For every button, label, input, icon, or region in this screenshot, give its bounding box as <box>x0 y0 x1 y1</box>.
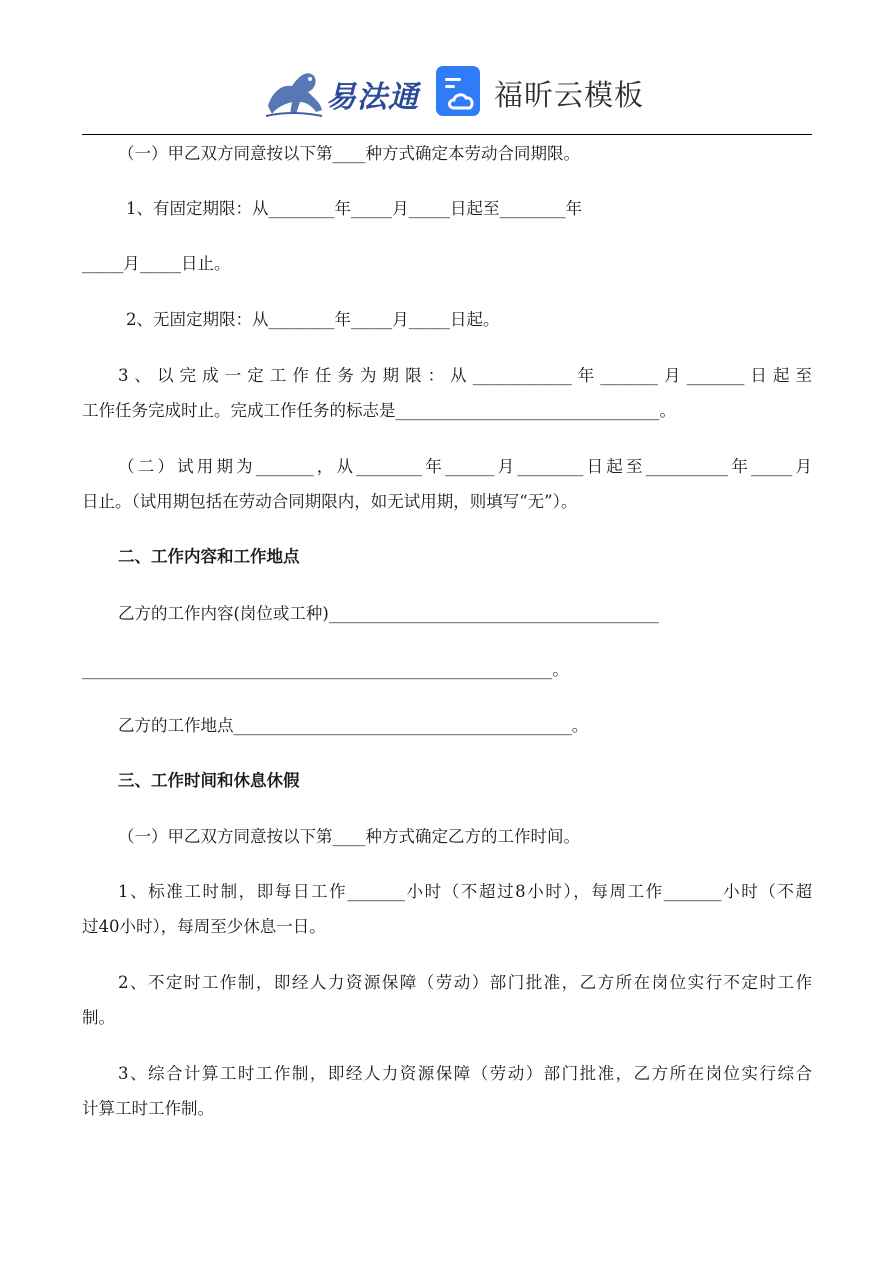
probation-line: （二）试用期为_______，从________年______月________日起至__________年_____月 <box>118 457 813 476</box>
foxit-template-logo-text: 福昕云模板 <box>494 78 645 112</box>
term-method-line: （一）甲乙双方同意按以下第____种方式确定本劳动合同期限。 <box>118 144 580 163</box>
task-term-line: 3、以完成一定工作任务为期限：从____________年_______月_______日起至 <box>118 366 812 385</box>
header-divider <box>82 134 812 135</box>
document-header <box>0 0 893 130</box>
task-completion-line: 工作任务完成时止。完成工作任务的标志是________________________________。 <box>82 401 676 420</box>
comprehensive-hours-cont: 计算工时工作制。 <box>82 1099 214 1118</box>
comprehensive-hours-line: 3、综合计算工时工作制，即经人力资源保障（劳动）部门批准，乙方所在岗位实行综合 <box>118 1064 812 1083</box>
yifatong-logo-text: 易法通 <box>326 80 419 115</box>
work-location-line: 乙方的工作地点_________________________________________。 <box>118 716 589 735</box>
flexible-hours-cont: 制。 <box>82 1008 115 1027</box>
section-three-heading: 三、工作时间和休息休假 <box>118 771 300 790</box>
standard-hours-cont: 过40小时），每周至少休息一日。 <box>82 917 326 936</box>
open-term-line: 2、无固定期限：从________年_____月_____日起。 <box>126 310 500 329</box>
section-two-heading: 二、工作内容和工作地点 <box>118 547 300 566</box>
fixed-term-end-line: _____月_____日止。 <box>82 254 231 273</box>
flexible-hours-line: 2、不定时工作制，即经人力资源保障（劳动）部门批准，乙方所在岗位实行不定时工作 <box>118 973 812 992</box>
job-content-line: 乙方的工作内容(岗位或工种)________________________________________ <box>118 604 659 623</box>
standard-hours-line: 1、标准工时制，即每日工作_______小时（不超过8小时），每周工作_______小时（不超 <box>118 882 812 901</box>
job-content-continuation: _________________________________________________________。 <box>82 660 569 679</box>
fixed-term-line: 1、有固定期限：从________年_____月_____日起至________年 <box>126 199 582 218</box>
probation-note-line: 日止。（试用期包括在劳动合同期限内，如无试用期，则填写“无”）。 <box>82 492 578 511</box>
work-time-method-line: （一）甲乙双方同意按以下第____种方式确定乙方的工作时间。 <box>118 827 580 846</box>
foxit-cloud-logo-icon <box>436 66 484 116</box>
